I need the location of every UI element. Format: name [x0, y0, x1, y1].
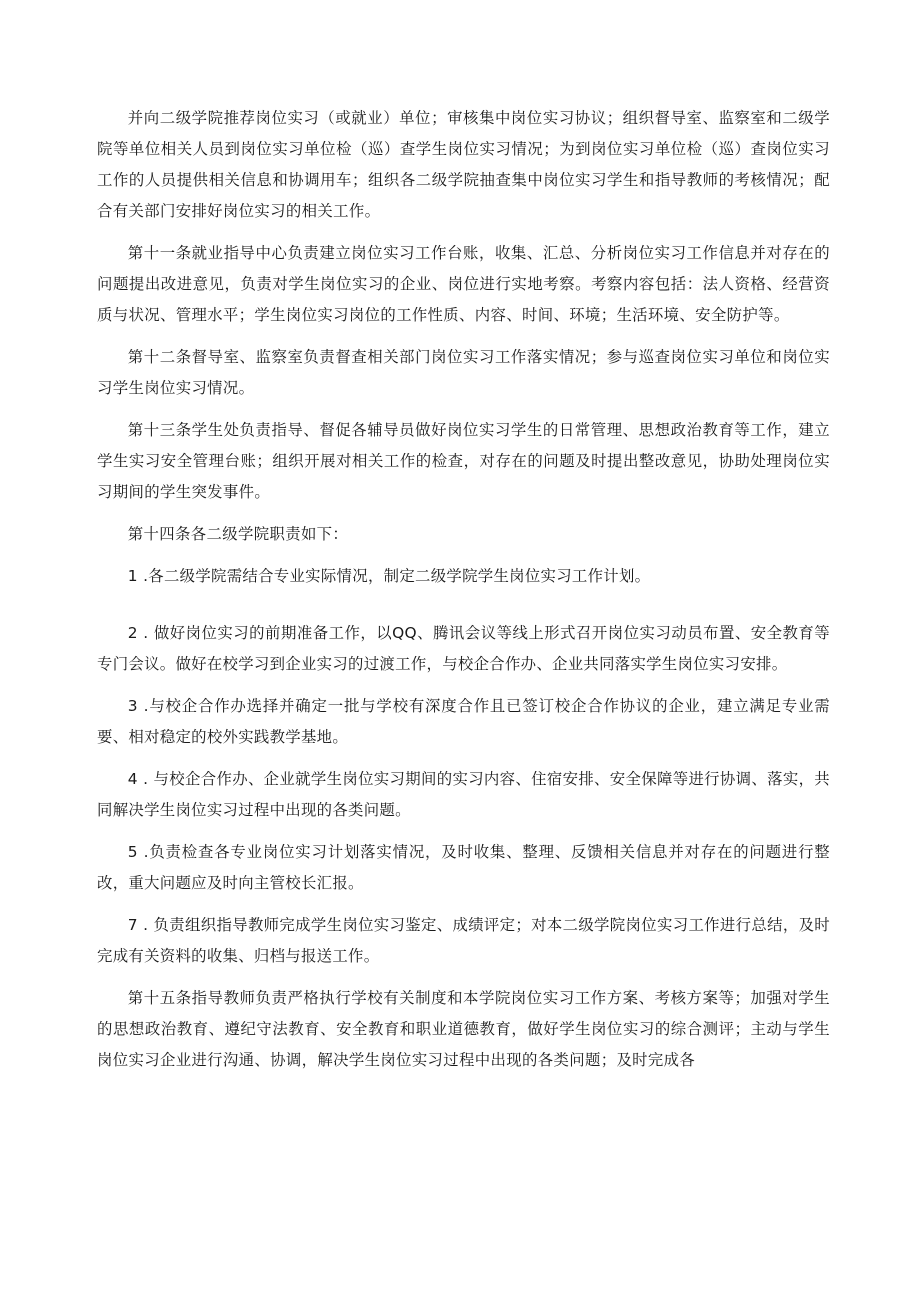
paragraph-article-11: 第十一条就业指导中心负责建立岗位实习工作台账，收集、汇总、分析岗位实习工作信息并对存在的问题提出改进意见，负责对学生岗位实习的企业、岗位进行实地考察。考察内容包括：法人资格、经营资质与状况、管理水平；学生岗位实习岗位的工作性质、内容、时间、环境；生活环境、安全防护等。	[97, 244, 830, 324]
paragraph-article-13: 第十三条学生处负责指导、督促各辅导员做好岗位实习学生的日常管理、思想政治教育等工作，建立学生实习安全管理台账；组织开展对相关工作的检查，对存在的问题及时提出整改意见，协助处理岗位实习期间的学生突发事件。	[97, 421, 830, 501]
list-item-5: 5 .负责检查各专业岗位实习计划落实情况，及时收集、整理、反馈相关信息并对存在的问题进行整改，重大问题应及时向主管校长汇报。	[97, 843, 830, 892]
paragraph-continuation: 并向二级学院推荐岗位实习（或就业）单位；审核集中岗位实习协议；组织督导室、监察室和二级学院等单位相关人员到岗位实习单位检（巡）查学生岗位实习情况；为到岗位实习单位检（巡）查岗位实习工作的人员提供相关信息和协调用车；组织各二级学院抽查集中岗位实习学生和指导教师的考核情况；配合有关部门安排好岗位实习的相关工作。	[97, 109, 830, 220]
list-item-4: 4 . 与校企合作办、企业就学生岗位实习期间的实习内容、住宿安排、安全保障等进行协调、落实，共同解决学生岗位实习过程中出现的各类问题。	[97, 770, 830, 819]
list-item-2: 2 . 做好岗位实习的前期准备工作，以QQ、腾讯会议等线上形式召开岗位实习动员布置、安全教育等专门会议。做好在校学习到企业实习的过渡工作，与校企合作办、企业共同落实学生岗位实习安排。	[97, 624, 830, 673]
list-item-7: 7 . 负责组织指导教师完成学生岗位实习鉴定、成绩评定；对本二级学院岗位实习工作进行总结，及时完成有关资料的收集、归档与报送工作。	[97, 916, 830, 965]
list-item-3: 3 .与校企合作办选择并确定一批与学校有深度合作且已签订校企合作协议的企业，建立满足专业需要、相对稳定的校外实践教学基地。	[97, 697, 830, 746]
list-item-1: 1 .各二级学院需结合专业实际情况，制定二级学院学生岗位实习工作计划。	[127, 567, 651, 585]
document-body	[97, 103, 830, 1087]
paragraph-article-12: 第十二条督导室、监察室负责督查相关部门岗位实习工作落实情况；参与巡查岗位实习单位和岗位实习学生岗位实习情况。	[97, 348, 830, 397]
paragraph-article-15: 第十五条指导教师负责严格执行学校有关制度和本学院岗位实习工作方案、考核方案等；加强对学生的思想政治教育、遵纪守法教育、安全教育和职业道德教育，做好学生岗位实习的综合测评；主动与学生岗位实习企业进行沟通、协调，解决学生岗位实习过程中出现的各类问题；及时完成各	[97, 989, 830, 1069]
paragraph-article-14: 第十四条各二级学院职责如下：	[127, 525, 349, 543]
